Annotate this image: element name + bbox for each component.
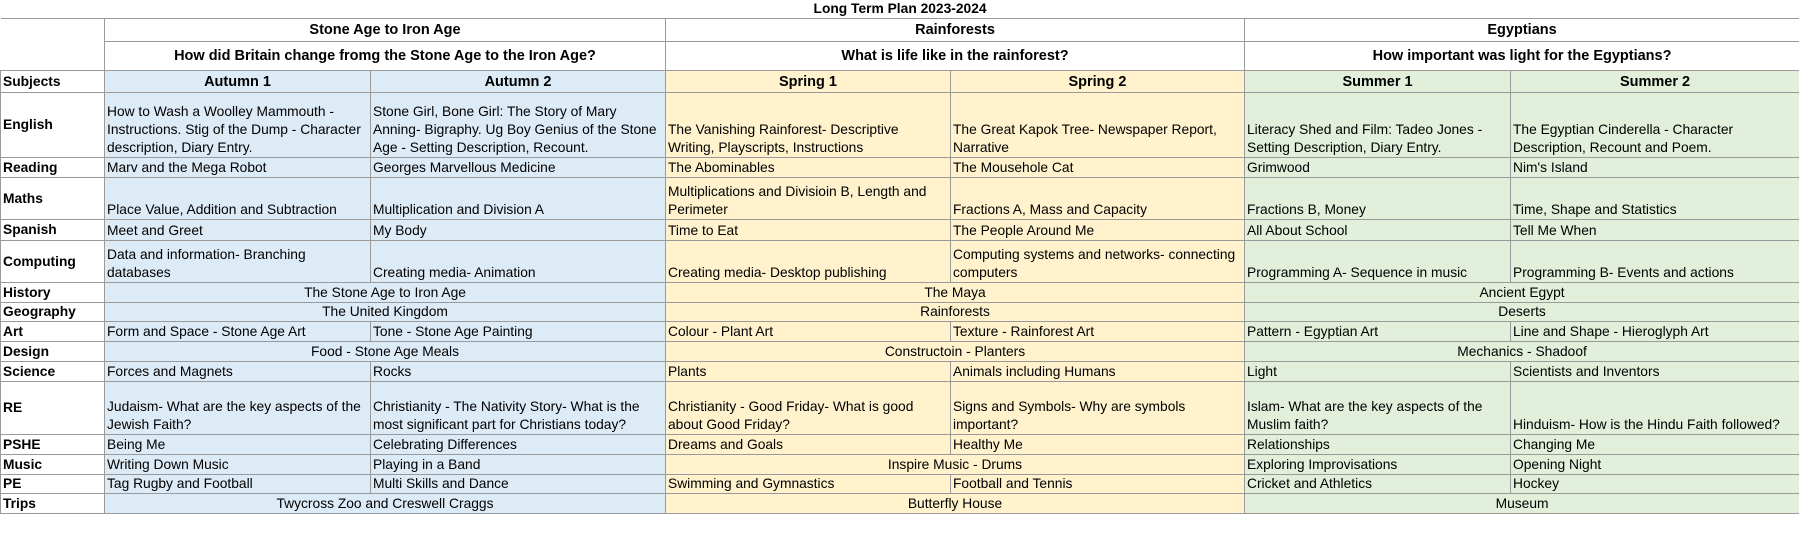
cell-summer-2: Hockey — [1511, 475, 1799, 494]
row-trips — [1, 494, 1799, 514]
cell-spring-2: Signs and Symbols- Why are symbols important? — [951, 382, 1245, 435]
cell-autumn: Food - Stone Age Meals — [105, 342, 666, 362]
cell-autumn-2: Tone - Stone Age Painting — [371, 322, 666, 342]
subject-label: Reading — [1, 158, 105, 178]
row-english — [1, 93, 1799, 158]
cell-spring-2: The Mousehole Cat — [951, 158, 1245, 178]
subject-label: English — [1, 93, 105, 158]
cell-autumn-2: Christianity - The Nativity Story- What is the most significant part for Christians today? — [371, 382, 666, 435]
cell-spring-1: Dreams and Goals — [666, 435, 951, 455]
cell-spring-1: The Vanishing Rainforest- Descriptive Writing, Playscripts, Instructions — [666, 93, 951, 158]
cell-spring-1: Colour - Plant Art — [666, 322, 951, 342]
subject-label: PSHE — [1, 435, 105, 455]
cell-autumn-2: Creating media- Animation — [371, 241, 666, 283]
cell-summer-2: Changing Me — [1511, 435, 1799, 455]
term-summer-1: Summer 1 — [1245, 71, 1511, 93]
question-rainforests: What is life like in the rainforest? — [666, 42, 1245, 71]
cell-summer: Deserts — [1245, 303, 1799, 322]
cell-autumn-1: Forces and Magnets — [105, 362, 371, 382]
row-science — [1, 362, 1799, 382]
cell-summer-2: Hinduism- How is the Hindu Faith followed? — [1511, 382, 1799, 435]
cell-summer: Museum — [1245, 494, 1799, 514]
cell-autumn-1: Tag Rugby and Football — [105, 475, 371, 494]
cell-spring-2: Fractions A, Mass and Capacity — [951, 178, 1245, 220]
cell-summer-1: Relationships — [1245, 435, 1511, 455]
subject-label: Spanish — [1, 220, 105, 241]
question-egyptians: How important was light for the Egyptians? — [1245, 42, 1799, 71]
subjects-header: Subjects — [1, 71, 105, 93]
cell-autumn-2: Stone Girl, Bone Girl: The Story of Mary Anning- Bigraphy. Ug Boy Genius of the Stone Age - Setting Description, Recount. — [371, 93, 666, 158]
cell-summer-2: Scientists and Inventors — [1511, 362, 1799, 382]
topic-rainforests: Rainforests — [666, 19, 1245, 42]
cell-autumn-1: Judaism- What are the key aspects of the Jewish Faith? — [105, 382, 371, 435]
cell-autumn-1: Marv and the Mega Robot — [105, 158, 371, 178]
cell-autumn: The United Kingdom — [105, 303, 666, 322]
subject-label: Geography — [1, 303, 105, 322]
cell-summer-2: Programming B- Events and actions — [1511, 241, 1799, 283]
row-maths — [1, 178, 1799, 220]
cell-autumn-2: Celebrating Differences — [371, 435, 666, 455]
cell-spring-2: Healthy Me — [951, 435, 1245, 455]
subject-label: Music — [1, 455, 105, 475]
cell-spring: Butterfly House — [666, 494, 1245, 514]
cell-spring-2: Football and Tennis — [951, 475, 1245, 494]
subject-label: Design — [1, 342, 105, 362]
cell-spring-2: The People Around Me — [951, 220, 1245, 241]
subject-label: PE — [1, 475, 105, 494]
cell-autumn-1: Place Value, Addition and Subtraction — [105, 178, 371, 220]
cell-spring-1: The Abominables — [666, 158, 951, 178]
row-design — [1, 342, 1799, 362]
row-geography — [1, 303, 1799, 322]
cell-summer-2: Tell Me When — [1511, 220, 1799, 241]
cell-spring: Inspire Music - Drums — [666, 455, 1245, 475]
subject-label: Trips — [1, 494, 105, 514]
cell-autumn-1: Writing Down Music — [105, 455, 371, 475]
cell-spring-1: Multiplications and Divisioin B, Length and Perimeter — [666, 178, 951, 220]
cell-spring-1: Swimming and Gymnastics — [666, 475, 951, 494]
row-spanish — [1, 220, 1799, 241]
cell-spring-2: Computing systems and networks- connecting computers — [951, 241, 1245, 283]
cell-summer-2: Line and Shape - Hieroglyph Art — [1511, 322, 1799, 342]
cell-autumn-2: Playing in a Band — [371, 455, 666, 475]
cell-summer-1: Exploring Improvisations — [1245, 455, 1511, 475]
subject-label: Science — [1, 362, 105, 382]
cell-spring-1: Creating media- Desktop publishing — [666, 241, 951, 283]
cell-spring-1: Christianity - Good Friday- What is good about Good Friday? — [666, 382, 951, 435]
row-pe — [1, 475, 1799, 494]
question-stone-age: How did Britain change fromg the Stone Age to the Iron Age? — [105, 42, 666, 71]
cell-summer-1: Literacy Shed and Film: Tadeo Jones - Setting Description, Diary Entry. — [1245, 93, 1511, 158]
cell-autumn: The Stone Age to Iron Age — [105, 283, 666, 303]
cell-summer-1: Fractions B, Money — [1245, 178, 1511, 220]
cell-summer-1: Pattern - Egyptian Art — [1245, 322, 1511, 342]
cell-spring-1: Plants — [666, 362, 951, 382]
subject-label: RE — [1, 382, 105, 435]
cell-autumn-2: Georges Marvellous Medicine — [371, 158, 666, 178]
subject-label: Maths — [1, 178, 105, 220]
cell-summer-2: Time, Shape and Statistics — [1511, 178, 1799, 220]
subject-label: Art — [1, 322, 105, 342]
cell-autumn-1: Being Me — [105, 435, 371, 455]
cell-summer-2: The Egyptian Cinderella - Character Description, Recount and Poem. — [1511, 93, 1799, 158]
cell-autumn-1: Data and information- Branching databases — [105, 241, 371, 283]
row-reading — [1, 158, 1799, 178]
cell-spring-2: Texture - Rainforest Art — [951, 322, 1245, 342]
cell-spring: Rainforests — [666, 303, 1245, 322]
plan-title: Long Term Plan 2023-2024 — [1, 0, 1799, 19]
cell-spring-1: Time to Eat — [666, 220, 951, 241]
cell-autumn-1: Form and Space - Stone Age Art — [105, 322, 371, 342]
cell-summer-1: All About School — [1245, 220, 1511, 241]
cell-summer-2: Nim's Island — [1511, 158, 1799, 178]
subject-label: Computing — [1, 241, 105, 283]
cell-summer: Mechanics - Shadoof — [1245, 342, 1799, 362]
row-music — [1, 455, 1799, 475]
cell-summer: Ancient Egypt — [1245, 283, 1799, 303]
cell-summer-1: Light — [1245, 362, 1511, 382]
term-summer-2: Summer 2 — [1511, 71, 1799, 93]
cell-spring: Constructoin - Planters — [666, 342, 1245, 362]
row-re — [1, 382, 1799, 435]
term-autumn-1: Autumn 1 — [105, 71, 371, 93]
cell-summer-2: Opening Night — [1511, 455, 1799, 475]
cell-autumn-1: Meet and Greet — [105, 220, 371, 241]
cell-summer-1: Programming A- Sequence in music — [1245, 241, 1511, 283]
cell-spring-2: Animals including Humans — [951, 362, 1245, 382]
cell-autumn-2: Multi Skills and Dance — [371, 475, 666, 494]
cell-summer-1: Islam- What are the key aspects of the Muslim faith? — [1245, 382, 1511, 435]
topic-stone-age: Stone Age to Iron Age — [105, 19, 666, 42]
cell-autumn-2: Rocks — [371, 362, 666, 382]
row-art — [1, 322, 1799, 342]
topic-egyptians: Egyptians — [1245, 19, 1799, 42]
term-spring-2: Spring 2 — [951, 71, 1245, 93]
cell-autumn: Twycross Zoo and Creswell Craggs — [105, 494, 666, 514]
corner-cell — [1, 19, 105, 71]
cell-spring: The Maya — [666, 283, 1245, 303]
row-pshe — [1, 435, 1799, 455]
subject-label: History — [1, 283, 105, 303]
cell-summer-1: Grimwood — [1245, 158, 1511, 178]
row-history — [1, 283, 1799, 303]
term-spring-1: Spring 1 — [666, 71, 951, 93]
cell-autumn-2: Multiplication and Division A — [371, 178, 666, 220]
cell-autumn-1: How to Wash a Woolley Mammouth - Instructions. Stig of the Dump - Character description, Diary Entry. — [105, 93, 371, 158]
term-autumn-2: Autumn 2 — [371, 71, 666, 93]
row-computing — [1, 241, 1799, 283]
cell-summer-1: Cricket and Athletics — [1245, 475, 1511, 494]
cell-spring-2: The Great Kapok Tree- Newspaper Report, Narrative — [951, 93, 1245, 158]
cell-autumn-2: My Body — [371, 220, 666, 241]
